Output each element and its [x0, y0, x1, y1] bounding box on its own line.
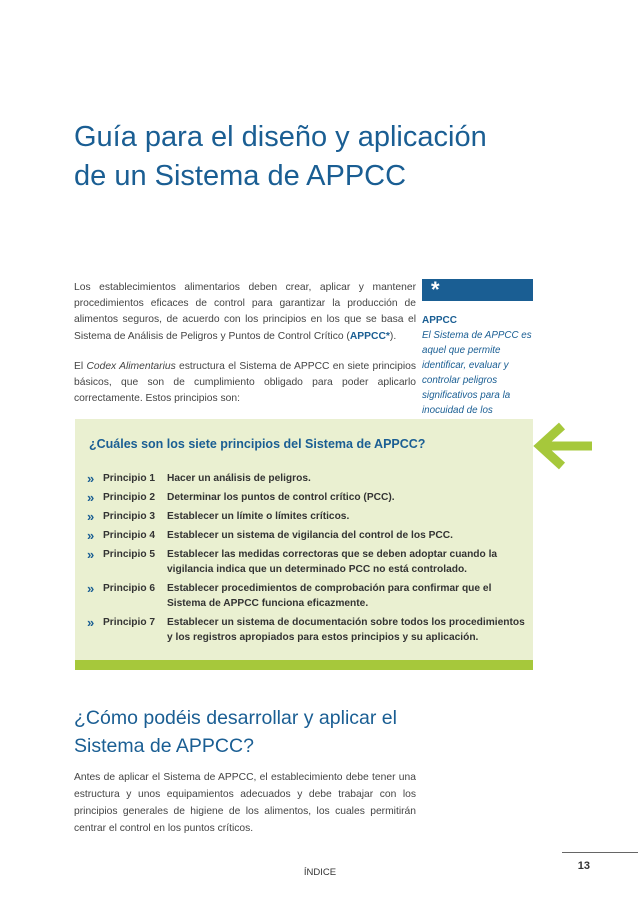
intro-p1-end: ).	[389, 330, 397, 342]
principle-name: Principio 1	[103, 473, 156, 484]
principle-text: Establecer procedimientos de comprobación para confirmar que el Sistema de APPCC funciona eficazmente.	[167, 583, 492, 609]
bullet-chevron-icon: »	[87, 509, 95, 524]
codex-title: Codex Alimentarius	[86, 360, 176, 372]
title-line-2: de un Sistema de APPCC	[74, 160, 407, 192]
sidebar-title: APPCC	[422, 315, 458, 326]
intro-p2-text: estructura el Sistema de APPCC en siete principios básicos, que son de cumplimiento obligado para poder aplicarlo correctamente. Estos principios son:	[74, 360, 416, 405]
glossary-sidebar	[422, 279, 533, 438]
box-bottom-bar	[75, 660, 533, 670]
section-heading: ¿Cómo podéis desarrollar y aplicar el Sistema de APPCC?	[74, 707, 397, 757]
principle-text: Hacer un análisis de peligros.	[167, 473, 311, 484]
list-item	[87, 528, 527, 543]
principle-name: Principio 5	[103, 549, 156, 560]
intro-p2-prefix: El	[74, 360, 87, 372]
intro-paragraph-1	[74, 280, 416, 345]
principles-list	[87, 471, 527, 649]
title-line-1: Guía para el diseño y aplicación	[74, 121, 487, 153]
asterisk-icon: *	[431, 277, 440, 302]
appcc-reference-link[interactable]: APPCC*	[349, 330, 390, 342]
index-link[interactable]: ÍNDICE	[303, 867, 337, 878]
list-item	[87, 471, 527, 486]
list-item	[87, 581, 527, 611]
principle-text: Establecer un límite o límites críticos.	[167, 511, 350, 522]
bullet-chevron-icon: »	[87, 471, 95, 486]
principle-name: Principio 7	[103, 617, 156, 628]
bullet-chevron-icon: »	[87, 490, 95, 505]
list-item	[87, 509, 527, 524]
principle-text: Determinar los puntos de control crítico (PCC).	[167, 492, 395, 503]
page-title	[74, 118, 554, 196]
intro-paragraph-2	[74, 359, 416, 408]
bullet-chevron-icon: »	[87, 581, 95, 596]
sidebar-header-bar	[422, 279, 533, 301]
bullet-chevron-icon: »	[87, 528, 95, 543]
section-paragraph: Antes de aplicar el Sistema de APPCC, el establecimiento debe tener una estructura y unos equipamientos adecuados y debe trabajar con los principios generales de higiene de los alimentos, los cuales permitirán centrar el control en los puntos críticos.	[74, 772, 416, 834]
bullet-chevron-icon: »	[87, 547, 95, 562]
sidebar-definition: El Sistema de APPCC es aquel que permite identificar, evaluar y controlar peligros significativos para la inocuidad de los	[422, 330, 532, 416]
bullet-chevron-icon: »	[87, 615, 95, 630]
intro-text	[74, 280, 416, 421]
principle-name: Principio 2	[103, 492, 156, 503]
list-item	[87, 547, 527, 577]
left-arrow-icon[interactable]	[530, 422, 596, 475]
list-item	[87, 615, 527, 645]
principle-text: Establecer un sistema de documentación sobre todos los procedimientos y los registros apropiados para estos principios y su aplicación.	[167, 617, 525, 643]
list-item	[87, 490, 527, 505]
principles-box	[75, 419, 533, 670]
principle-name: Principio 3	[103, 511, 156, 522]
principle-text: Establecer un sistema de vigilancia del control de los PCC.	[167, 530, 453, 541]
principle-name: Principio 4	[103, 530, 156, 541]
page-number-rule	[562, 852, 638, 853]
page-number: 13	[577, 860, 590, 872]
principle-text: Establecer las medidas correctoras que se deben adoptar cuando la vigilancia indica que un determinado PCC no está controlado.	[167, 549, 498, 575]
principles-heading: ¿Cuáles son los siete principios del Sistema de APPCC?	[89, 437, 426, 451]
principle-name: Principio 6	[103, 583, 156, 594]
intro-p1-text: Los establecimientos alimentarios deben crear, aplicar y mantener procedimientos eficaces de control para garantizar la producción de alimentos seguros, de acuerdo con los principios en los que se basa el Sistema de Análisis de Peligros y Puntos de Control Crítico (	[74, 282, 416, 342]
